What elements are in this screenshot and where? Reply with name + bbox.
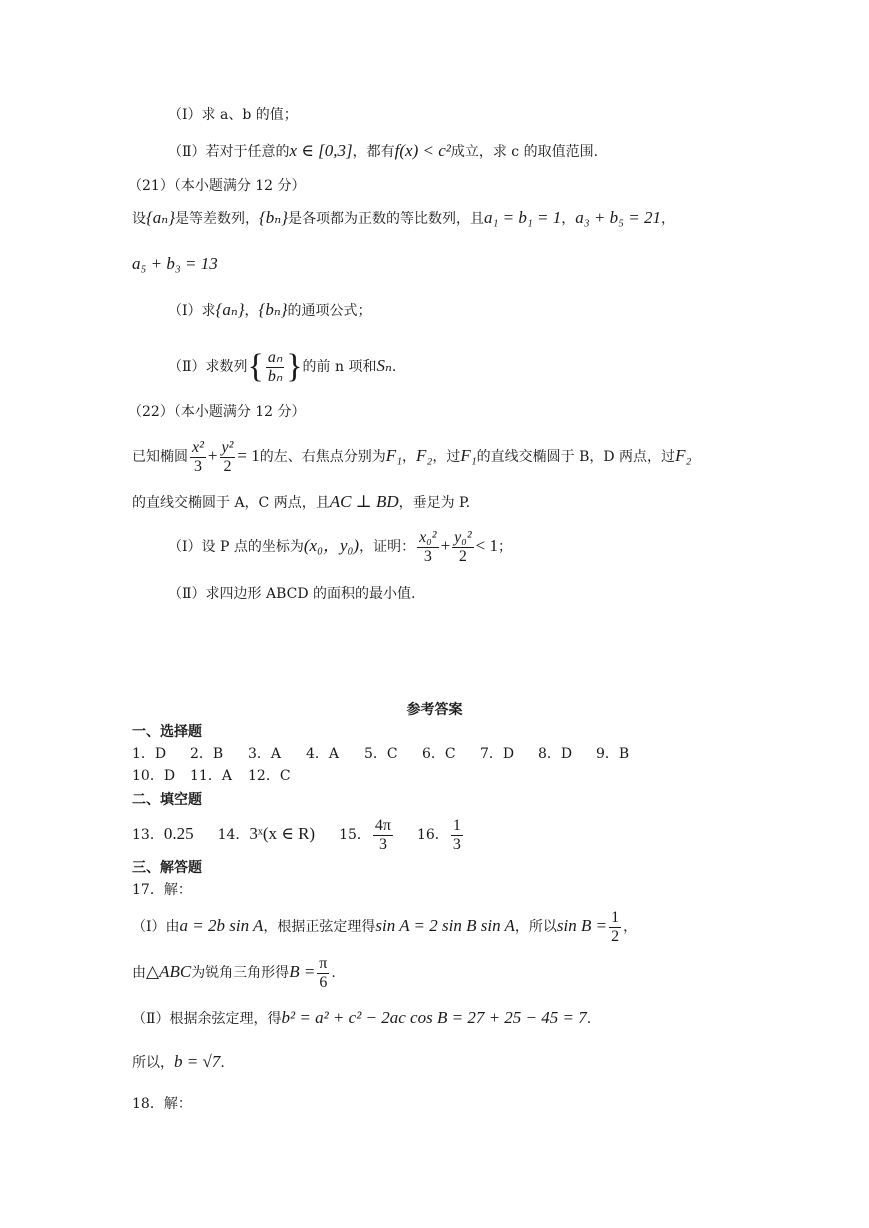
q22-stem-text3: ， xyxy=(402,449,417,465)
solution-17-label: 17．解： xyxy=(132,882,192,898)
q22-eq: = 1 xyxy=(237,446,260,465)
q22-part1-frac-y-num: y₀² xyxy=(454,528,472,546)
q21-stem-math2: {bₙ} xyxy=(259,208,288,227)
q22-plus: + xyxy=(207,446,218,465)
fill-15-num: 4π xyxy=(374,816,391,834)
q22-F1: F₁ xyxy=(385,446,403,465)
q21-stem-line1 xyxy=(132,208,675,229)
answers-title: 参考答案 xyxy=(406,702,463,718)
q20-part2-text2: ，都有 xyxy=(352,144,395,160)
q20-part2-math2: f(x) < c² xyxy=(394,141,451,160)
q21-part2-text2: 的前 n 项和 xyxy=(302,359,377,375)
s17-text: （Ⅰ）由 xyxy=(132,919,180,935)
section-mcq-heading: 一、选择题 xyxy=(132,724,202,740)
q22-stem-text4: ，过 xyxy=(432,449,461,465)
q21-part2 xyxy=(168,344,396,388)
q21-part1 xyxy=(168,300,372,321)
fill-answers xyxy=(132,810,465,858)
solution-18-label: 18．解： xyxy=(132,1096,192,1112)
fill-16-label: 16． xyxy=(416,827,449,843)
q21-stem-math4: a₃ + b₅ = 21 xyxy=(575,208,662,227)
q22-stem-line1 xyxy=(132,434,691,478)
q22-part1-text3: ； xyxy=(497,539,512,555)
q21-stem-text4: ， xyxy=(561,211,576,227)
mcq-answer: 4．A xyxy=(306,746,340,762)
q22-header: （22）（本小题满分 12 分） xyxy=(128,404,306,420)
s17-l2-text: 由 xyxy=(132,965,146,981)
s17-l4-text2: . xyxy=(220,1055,225,1071)
s17-frac-six: 6 xyxy=(319,973,328,991)
q21-stem-math5: a₅ + b₃ = 13 xyxy=(132,254,218,273)
section-fill-heading: 二、填空题 xyxy=(132,792,202,808)
mcq-answer: 12．C xyxy=(248,768,291,784)
q20-part2-text3: 成立，求 c 的取值范围. xyxy=(450,144,599,160)
q22-part1-frac-y xyxy=(452,529,473,566)
s17-math1: a = 2b sin A xyxy=(179,916,264,935)
fill-15-den: 3 xyxy=(378,835,387,853)
q22-frac-x xyxy=(190,439,206,476)
fill-16-num: 1 xyxy=(452,816,461,834)
mcq-answer: 2．B xyxy=(190,746,224,762)
q22-part1-frac-y-den: 2 xyxy=(458,547,467,565)
s17-l2-text3: . xyxy=(331,965,336,981)
mcq-answer: 8．D xyxy=(538,746,573,762)
q21-part2-text3: . xyxy=(391,359,397,375)
s17-l3-text2: . xyxy=(586,1011,592,1027)
s17-math2: sin A = 2 sin B sin A xyxy=(375,916,515,935)
q22-F2b: F₂ xyxy=(675,446,692,465)
q22-stem-text: 已知椭圆 xyxy=(132,449,188,465)
fill-16-fraction xyxy=(451,817,463,854)
q22-part1-text: （Ⅰ）设 P 点的坐标为 xyxy=(168,539,304,555)
q21-part2-math: Sₙ xyxy=(376,356,392,375)
solution-17-line1 xyxy=(132,904,637,948)
fill-13-value: 0.25 xyxy=(163,824,194,843)
mcq-answer: 5．C xyxy=(364,746,398,762)
s17-l2-text2: 为锐角三角形得 xyxy=(191,965,290,981)
q22-part1-frac-x-den: 3 xyxy=(423,547,432,565)
mcq-answer: 6．C xyxy=(422,746,456,762)
solution-17-line2 xyxy=(132,950,336,994)
mcq-answer: 7．D xyxy=(480,746,515,762)
q21-stem-math1: {aₙ} xyxy=(146,208,175,227)
q22-frac-y xyxy=(220,439,236,476)
q21-stem-line2 xyxy=(132,254,218,275)
q21-header: （21）（本小题满分 12 分） xyxy=(128,178,306,194)
q22-frac-y-den: 2 xyxy=(223,457,232,475)
q20-part2-math1: x ∈ [0,3] xyxy=(289,141,353,160)
q22-frac-x-num: x² xyxy=(192,438,204,456)
fill-13-label: 13． xyxy=(132,827,164,843)
q22-part2: （Ⅱ）求四边形 ABCD 的面积的最小值. xyxy=(168,586,416,602)
q22-part1-frac-x-num: x₀² xyxy=(419,528,437,546)
section-solution-heading: 三、解答题 xyxy=(132,860,202,876)
q22-frac-x-den: 3 xyxy=(193,457,202,475)
q21-part1-text3: 的通项公式； xyxy=(287,303,372,319)
solution-17-line3 xyxy=(132,1008,591,1029)
s17-frac-pi: π xyxy=(319,954,328,972)
fill-16-den: 3 xyxy=(452,835,461,853)
fill-14-label: 14． xyxy=(217,827,250,843)
s17-frac-half xyxy=(609,909,621,946)
q21-part2-text: （Ⅱ）求数列 xyxy=(168,359,248,375)
q21-fraction-num: aₙ xyxy=(267,348,283,366)
q21-stem-text2: 是等差数列， xyxy=(175,211,259,227)
solution-17-line4 xyxy=(132,1052,225,1073)
mcq-answer: 11．A xyxy=(190,768,232,784)
q22-stem2-text2: ，垂足为 P. xyxy=(398,495,471,511)
q21-part1-math1: {aₙ} xyxy=(215,300,245,319)
s17-l4-text: 所以， xyxy=(132,1055,174,1071)
q21-stem-math3: a₁ = b₁ = 1 xyxy=(484,208,562,227)
s17-l2-math2: B = xyxy=(289,962,316,981)
q22-frac-y-num: y² xyxy=(221,438,234,456)
q22-part1 xyxy=(168,524,512,568)
q22-stem-text5: 的直线交椭圆于 B，D 两点，过 xyxy=(476,449,676,465)
s17-text2: ，根据正弦定理得 xyxy=(263,919,376,935)
s17-l3-math: b² = a² + c² − 2ac cos B = 27 + 25 − 45 = 7 xyxy=(281,1008,587,1027)
s17-frac-den: 2 xyxy=(611,927,620,945)
q20-part2 xyxy=(168,141,598,162)
q22-part1-lt: < 1 xyxy=(475,536,498,555)
q21-fraction-den: bₙ xyxy=(267,367,283,385)
q22-stem2-math: AC ⊥ BD xyxy=(329,492,399,511)
q21-left-brace: { xyxy=(247,348,264,385)
q20-part1: （Ⅰ）求 a、b 的值； xyxy=(168,107,298,123)
q21-right-brace: } xyxy=(286,348,303,385)
s17-text3: ，所以 xyxy=(514,919,557,935)
q22-F1b: F₁ xyxy=(460,446,477,465)
q21-stem-text: 设 xyxy=(132,211,146,227)
mcq-row-2 xyxy=(132,766,306,786)
s17-frac-num: 1 xyxy=(611,908,620,926)
q22-part1-text2: ，证明： xyxy=(359,539,416,555)
q21-part1-text: （Ⅰ）求 xyxy=(168,303,216,319)
mcq-row-1 xyxy=(132,744,654,764)
q22-stem-line2 xyxy=(132,492,470,513)
fill-14-value: 3ˣ(x ∈ R) xyxy=(249,824,316,843)
q21-part1-text2: ， xyxy=(244,303,259,319)
s17-l3-text: （Ⅱ）根据余弦定理，得 xyxy=(132,1011,282,1027)
q20-part2-text: （Ⅱ）若对于任意的 xyxy=(168,144,290,160)
mcq-answer: 9．B xyxy=(596,746,630,762)
q21-stem-text3: 是各项都为正数的等比数列，且 xyxy=(288,211,484,227)
q21-stem-text5: ， xyxy=(661,211,676,227)
s17-l4-math: b = √7 xyxy=(174,1052,221,1071)
s17-math3: sin B = xyxy=(556,916,608,935)
fill-15-fraction xyxy=(373,817,393,854)
s17-l2-math: △ABC xyxy=(146,962,192,981)
s17-frac-pi6 xyxy=(317,955,329,992)
q22-part1-frac-x xyxy=(417,529,438,566)
q22-stem-text2: 的左、右焦点分别为 xyxy=(259,449,386,465)
q21-part1-math2: {bₙ} xyxy=(258,300,288,319)
q21-fraction xyxy=(266,349,284,386)
s17-text4: ， xyxy=(623,919,638,935)
q22-F2: F₂ xyxy=(416,446,433,465)
mcq-answer: 10．D xyxy=(132,768,176,784)
q22-part1-plus: + xyxy=(440,536,451,555)
fill-15-label: 15． xyxy=(339,827,371,843)
q22-part1-math: (x₀，y₀) xyxy=(303,536,360,555)
mcq-answer: 1．D xyxy=(132,746,167,762)
mcq-answer: 3．A xyxy=(248,746,282,762)
q22-stem2-text: 的直线交椭圆于 A，C 两点，且 xyxy=(132,495,330,511)
